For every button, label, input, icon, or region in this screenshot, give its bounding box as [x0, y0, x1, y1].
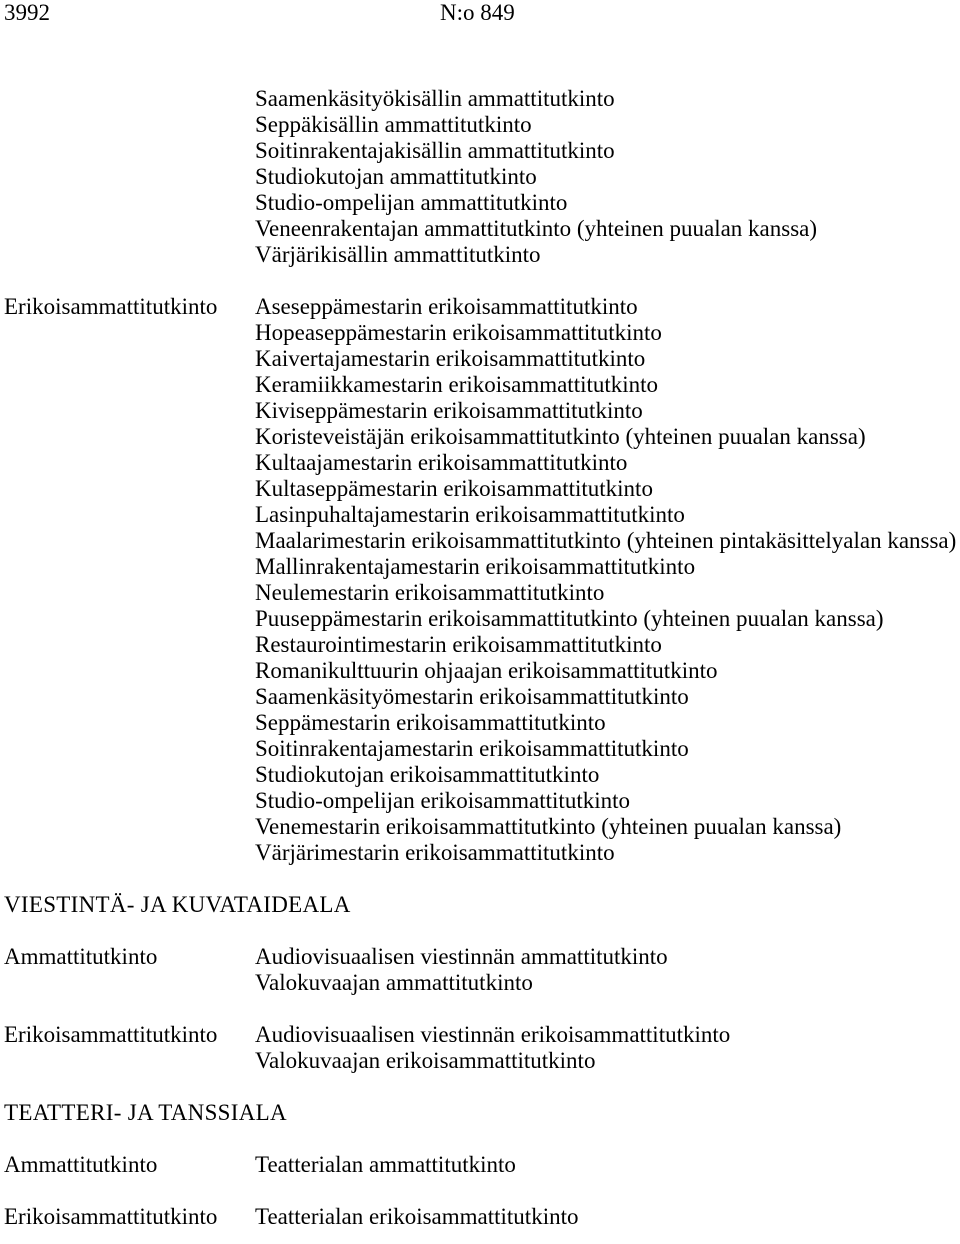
page-number: 3992 — [4, 0, 50, 25]
list-item: Puuseppämestarin erikoisammattitutkinto (yhteinen puualan kanssa) — [255, 606, 884, 631]
erikoisammattitutkinto-block — [0, 1204, 960, 1230]
list-item: Studiokutojan ammattitutkinto — [255, 164, 537, 189]
spacer — [0, 866, 960, 892]
spacer — [0, 996, 960, 1022]
qualification-items — [255, 86, 960, 268]
section-heading-viestinta: VIESTINTÄ- JA KUVATAIDEALA — [4, 892, 351, 917]
spacer — [0, 268, 960, 294]
list-item: Seppäkisällin ammattitutkinto — [255, 112, 532, 137]
issue-number: N:o 849 — [440, 0, 515, 25]
qualification-type-label: Erikoisammattitutkinto — [4, 1204, 218, 1229]
list-item: Koristeveistäjän erikoisammattitutkinto (yhteinen puualan kanssa) — [255, 424, 866, 449]
qualification-items — [255, 944, 960, 996]
list-item: Kultaseppämestarin erikoisammattitutkinto — [255, 476, 653, 501]
list-item: Aseseppämestarin erikoisammattitutkinto — [255, 294, 638, 319]
list-item: Restaurointimestarin erikoisammattitutkinto — [255, 632, 662, 657]
continued-qualification-list — [0, 86, 960, 268]
qualification-type-label: Ammattitutkinto — [4, 1152, 158, 1177]
qualification-items — [255, 294, 960, 866]
list-item: Soitinrakentajamestarin erikoisammattitutkinto — [255, 736, 689, 761]
spacer — [0, 1126, 960, 1152]
section-heading-teatteri: TEATTERI- JA TANSSIALA — [4, 1100, 287, 1125]
erikoisammattitutkinto-block — [0, 294, 960, 866]
page-header — [0, 0, 960, 30]
list-item: Värjärikisällin ammattitutkinto — [255, 242, 541, 267]
spacer — [0, 918, 960, 944]
list-item: Studio-ompelijan ammattitutkinto — [255, 190, 568, 215]
ammattitutkinto-block — [0, 944, 960, 996]
list-item: Kultaajamestarin erikoisammattitutkinto — [255, 450, 628, 475]
list-item: Romanikulttuurin ohjaajan erikoisammattitutkinto — [255, 658, 718, 683]
list-item: Kiviseppämestarin erikoisammattitutkinto — [255, 398, 643, 423]
spacer — [0, 1074, 960, 1100]
list-item: Soitinrakentajakisällin ammattitutkinto — [255, 138, 615, 163]
document-body — [0, 86, 960, 1230]
list-item: Lasinpuhaltajamestarin erikoisammattitutkinto — [255, 502, 685, 527]
list-item: Seppämestarin erikoisammattitutkinto — [255, 710, 606, 735]
list-item: Valokuvaajan erikoisammattitutkinto — [255, 1048, 596, 1073]
list-item: Maalarimestarin erikoisammattitutkinto (yhteinen pintakäsittelyalan kanssa) — [255, 528, 957, 553]
qualification-type-label: Erikoisammattitutkinto — [4, 1022, 218, 1047]
qualification-items — [255, 1204, 960, 1230]
list-item: Audiovisuaalisen viestinnän ammattitutkinto — [255, 944, 668, 969]
list-item: Värjärimestarin erikoisammattitutkinto — [255, 840, 615, 865]
list-item: Saamenkäsityömestarin erikoisammattitutkinto — [255, 684, 689, 709]
qualification-items — [255, 1152, 960, 1178]
list-item: Venemestarin erikoisammattitutkinto (yhteinen puualan kanssa) — [255, 814, 842, 839]
list-item: Veneenrakentajan ammattitutkinto (yhteinen puualan kanssa) — [255, 216, 818, 241]
list-item: Studiokutojan erikoisammattitutkinto — [255, 762, 600, 787]
erikoisammattitutkinto-block — [0, 1022, 960, 1074]
list-item: Neulemestarin erikoisammattitutkinto — [255, 580, 605, 605]
list-item: Hopeaseppämestarin erikoisammattitutkinto — [255, 320, 662, 345]
list-item: Teatterialan erikoisammattitutkinto — [255, 1204, 579, 1229]
qualification-type-label: Erikoisammattitutkinto — [4, 294, 218, 319]
list-item: Audiovisuaalisen viestinnän erikoisammattitutkinto — [255, 1022, 731, 1047]
list-item: Teatterialan ammattitutkinto — [255, 1152, 516, 1177]
qualification-items — [255, 1022, 960, 1074]
list-item: Mallinrakentajamestarin erikoisammattitutkinto — [255, 554, 696, 579]
spacer — [0, 1178, 960, 1204]
list-item: Studio-ompelijan erikoisammattitutkinto — [255, 788, 630, 813]
list-item: Saamenkäsityökisällin ammattitutkinto — [255, 86, 615, 111]
list-item: Valokuvaajan ammattitutkinto — [255, 970, 533, 995]
qualification-type-label: Ammattitutkinto — [4, 944, 158, 969]
list-item: Kaivertajamestarin erikoisammattitutkinto — [255, 346, 646, 371]
ammattitutkinto-block — [0, 1152, 960, 1178]
list-item: Keramiikkamestarin erikoisammattitutkinto — [255, 372, 659, 397]
